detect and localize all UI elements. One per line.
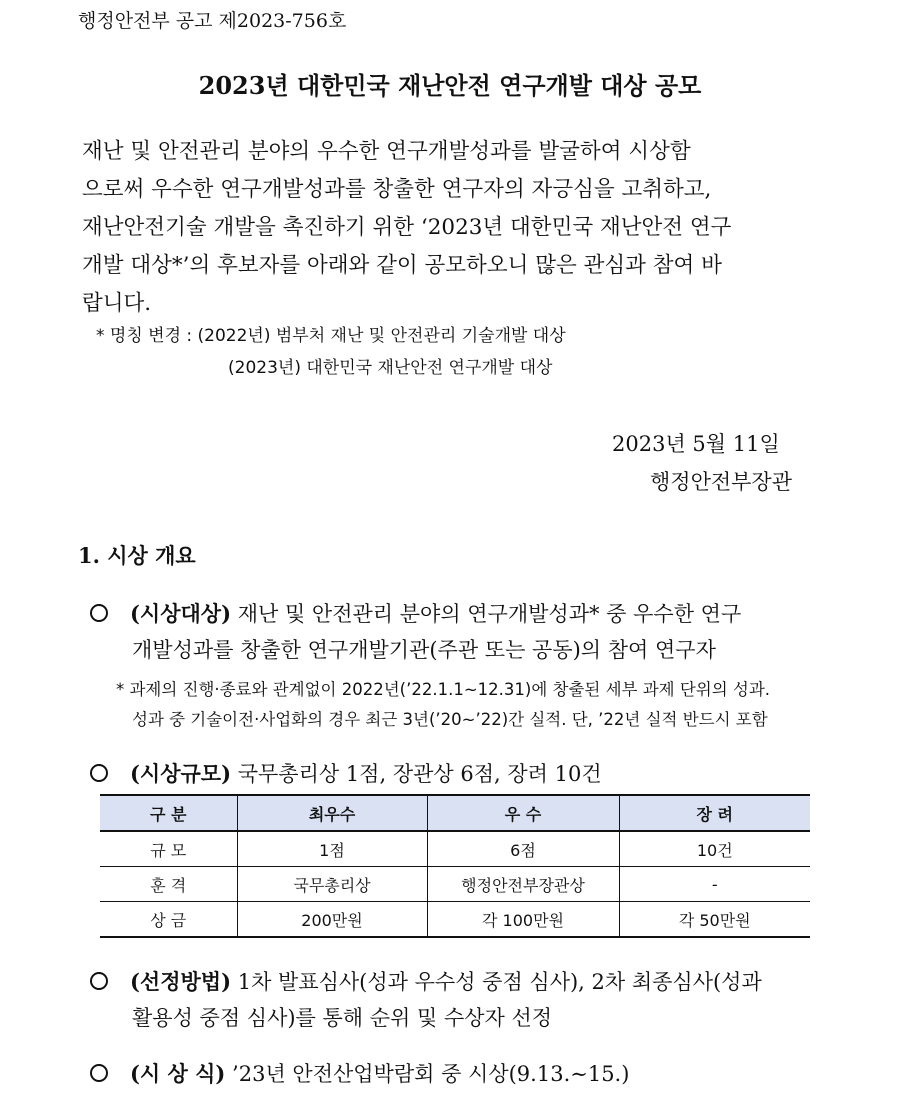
table-cell: 각 100만원 <box>427 902 619 938</box>
table-cell: 국무총리상 <box>237 867 427 902</box>
circle-bullet-icon <box>90 764 108 782</box>
method-bullet <box>90 966 762 996</box>
issuer-name: 행정안전부장관 <box>650 470 793 494</box>
scale-text: 국무총리상 1점, 장관상 6점, 장려 10건 <box>237 762 602 786</box>
award-table <box>100 794 810 938</box>
circle-bullet-icon <box>90 1064 108 1082</box>
intro-line: 랍니다. <box>82 291 152 316</box>
target-label: (시상대상) <box>130 601 232 626</box>
rename-note: * 명칭 변경 : (2022년) 범부처 재난 및 안전관리 기술개발 대상 <box>96 326 566 346</box>
table-header-grand: 최우수 <box>237 795 427 831</box>
table-cell: - <box>619 867 810 902</box>
ceremony-label: (시 상 식) <box>130 1061 226 1086</box>
table-row <box>100 902 810 938</box>
section-heading: 1. 시상 개요 <box>78 543 196 568</box>
table-cell: 1점 <box>237 831 427 867</box>
announcement-date: 2023년 5월 11일 <box>612 432 780 456</box>
table-row <box>100 867 810 902</box>
table-row <box>100 831 810 867</box>
target-text-continued: 개발성과를 창출한 연구개발기관(주관 또는 공동)의 참여 연구자 <box>132 638 716 662</box>
table-cell: 10건 <box>619 831 810 867</box>
rename-note-continued: (2023년) 대한민국 재난안전 연구개발 대상 <box>228 358 553 378</box>
target-bullet <box>90 598 741 628</box>
document-title: 2023년 대한민국 재난안전 연구개발 대상 공모 <box>198 71 702 100</box>
ceremony-text: ’23년 안전산업박람회 중 시상(9.13.∼15.) <box>232 1062 630 1086</box>
target-text: 재난 및 안전관리 분야의 연구개발성과* 중 우수한 연구 <box>237 602 742 626</box>
scale-label: (시상규모) <box>130 761 232 786</box>
ceremony-bullet <box>90 1058 629 1088</box>
table-header-row <box>100 795 810 831</box>
notice-number: 행정안전부 공고 제2023-756호 <box>78 10 347 32</box>
table-cell: 각 50만원 <box>619 902 810 938</box>
table-cell: 200만원 <box>237 902 427 938</box>
table-cell: 상 금 <box>100 902 237 938</box>
method-text-continued: 활용성 중점 심사)를 통해 순위 및 수상자 선정 <box>132 1006 553 1030</box>
method-label: (선정방법) <box>130 969 232 994</box>
intro-line: 개발 대상*’의 후보자를 아래와 같이 공모하오니 많은 관심과 참여 바 <box>82 253 722 278</box>
intro-line: 재난 및 안전관리 분야의 우수한 연구개발성과를 발굴하여 시상함 <box>82 139 691 164</box>
scale-bullet <box>90 758 602 788</box>
table-cell: 규 모 <box>100 831 237 867</box>
method-text: 1차 발표심사(성과 우수성 중점 심사), 2차 최종심사(성과 <box>237 970 762 994</box>
target-footnote-continued: 성과 중 기술이전·사업화의 경우 최근 3년(’20∼’22)간 실적. 단, ’22년 실적 반드시 포함 <box>132 710 768 729</box>
circle-bullet-icon <box>90 604 108 622</box>
circle-bullet-icon <box>90 972 108 990</box>
target-footnote: * 과제의 진행·종료와 관계없이 2022년(’22.1.1∼12.31)에 창출된 세부 과제 단위의 성과. <box>116 680 771 699</box>
table-header-category: 구 분 <box>100 795 237 831</box>
intro-line: 재난안전기술 개발을 촉진하기 위한 ‘2023년 대한민국 재난안전 연구 <box>82 215 732 240</box>
table-cell: 행정안전부장관상 <box>427 867 619 902</box>
table-cell: 6점 <box>427 831 619 867</box>
table-cell: 훈 격 <box>100 867 237 902</box>
table-header-encouragement: 장 려 <box>619 795 810 831</box>
table-header-excellence: 우 수 <box>427 795 619 831</box>
intro-line: 으로써 우수한 연구개발성과를 창출한 연구자의 자긍심을 고취하고, <box>82 177 712 202</box>
